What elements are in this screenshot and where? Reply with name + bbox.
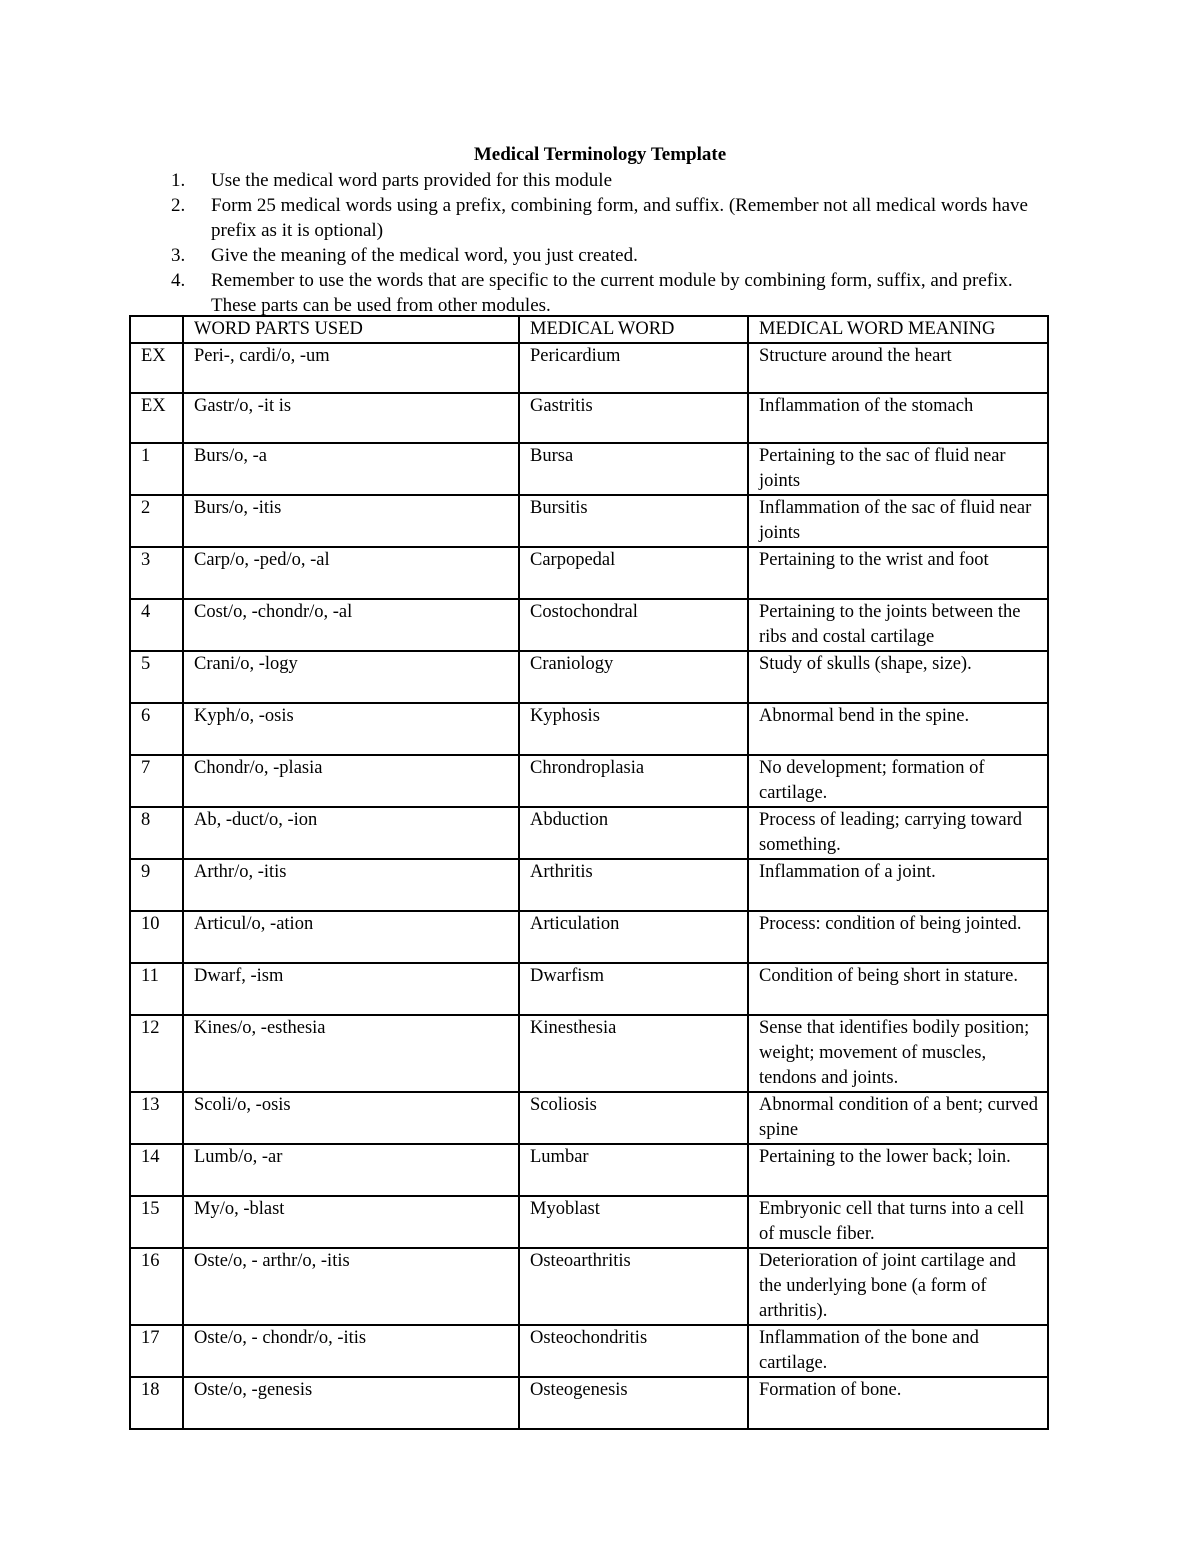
row-index-cell: 13 <box>130 1092 183 1144</box>
table-row <box>130 1325 1048 1377</box>
row-index-cell: 14 <box>130 1144 183 1196</box>
table-row <box>130 1015 1048 1092</box>
row-index-cell: 9 <box>130 859 183 911</box>
medical-word-cell: Kyphosis <box>519 703 748 755</box>
meaning-cell: Sense that identifies bodily position; weight; movement of muscles, tendons and joints. <box>748 1015 1048 1092</box>
meaning-cell: Pertaining to the lower back; loin. <box>748 1144 1048 1196</box>
table-row <box>130 495 1048 547</box>
instruction-text: Form 25 medical words using a prefix, combining form, and suffix. (Remember not all medical words have prefix as it is optional) <box>211 195 1028 241</box>
instruction-text: Use the medical word parts provided for this module <box>211 170 613 191</box>
meaning-cell: Structure around the heart <box>748 343 1048 393</box>
table-header-row <box>130 316 1048 343</box>
medical-word-cell: Pericardium <box>519 343 748 393</box>
word-parts-cell: Scoli/o, -osis <box>183 1092 519 1144</box>
word-parts-cell: Gastr/o, -it is <box>183 393 519 443</box>
header-cell-index <box>130 316 183 343</box>
medical-word-cell: Kinesthesia <box>519 1015 748 1092</box>
medical-word-cell: Articulation <box>519 911 748 963</box>
word-parts-cell: Chondr/o, -plasia <box>183 755 519 807</box>
row-index-cell: 18 <box>130 1377 183 1429</box>
header-cell-meaning: MEDICAL WORD MEANING <box>748 316 1048 343</box>
row-index-cell: 17 <box>130 1325 183 1377</box>
medical-word-cell: Carpopedal <box>519 547 748 599</box>
medical-word-cell: Osteoarthritis <box>519 1248 748 1325</box>
word-parts-cell: Ab, -duct/o, -ion <box>183 807 519 859</box>
word-parts-cell: My/o, -blast <box>183 1196 519 1248</box>
meaning-cell: Process: condition of being jointed. <box>748 911 1048 963</box>
word-parts-cell: Crani/o, -logy <box>183 651 519 703</box>
meaning-cell: Abnormal condition of a bent; curved spine <box>748 1092 1048 1144</box>
medical-word-cell: Scoliosis <box>519 1092 748 1144</box>
meaning-cell: No development; formation of cartilage. <box>748 755 1048 807</box>
table-row <box>130 599 1048 651</box>
word-parts-cell: Arthr/o, -itis <box>183 859 519 911</box>
medical-word-cell: Osteochondritis <box>519 1325 748 1377</box>
table-row <box>130 1092 1048 1144</box>
meaning-cell: Inflammation of the bone and cartilage. <box>748 1325 1048 1377</box>
medical-word-cell: Abduction <box>519 807 748 859</box>
meaning-cell: Condition of being short in stature. <box>748 963 1048 1015</box>
meaning-cell: Pertaining to the sac of fluid near joints <box>748 443 1048 495</box>
table-row <box>130 755 1048 807</box>
word-parts-cell: Kyph/o, -osis <box>183 703 519 755</box>
medical-word-cell: Lumbar <box>519 1144 748 1196</box>
terminology-table <box>129 315 1049 1430</box>
medical-word-cell: Craniology <box>519 651 748 703</box>
row-index-cell: EX <box>130 343 183 393</box>
instruction-number: 2. <box>171 195 186 216</box>
instruction-item <box>171 168 1051 193</box>
word-parts-cell: Cost/o, -chondr/o, -al <box>183 599 519 651</box>
row-index-cell: 12 <box>130 1015 183 1092</box>
word-parts-cell: Dwarf, -ism <box>183 963 519 1015</box>
meaning-cell: Inflammation of the sac of fluid near joints <box>748 495 1048 547</box>
table-row <box>130 911 1048 963</box>
instruction-text: Remember to use the words that are specific to the current module by combining form, suffix, and prefix. These parts can be used from other modules. <box>211 270 1013 316</box>
table-row <box>130 1144 1048 1196</box>
instruction-item <box>171 243 1051 268</box>
medical-word-cell: Dwarfism <box>519 963 748 1015</box>
row-index-cell: 2 <box>130 495 183 547</box>
row-index-cell: 10 <box>130 911 183 963</box>
medical-word-cell: Bursa <box>519 443 748 495</box>
meaning-cell: Deterioration of joint cartilage and the underlying bone (a form of arthritis). <box>748 1248 1048 1325</box>
medical-word-cell: Bursitis <box>519 495 748 547</box>
header-cell-medical-word: MEDICAL WORD <box>519 316 748 343</box>
instruction-number: 1. <box>171 170 186 191</box>
header-cell-word-parts: WORD PARTS USED <box>183 316 519 343</box>
table-row <box>130 547 1048 599</box>
row-index-cell: EX <box>130 393 183 443</box>
row-index-cell: 1 <box>130 443 183 495</box>
table-row <box>130 963 1048 1015</box>
row-index-cell: 15 <box>130 1196 183 1248</box>
meaning-cell: Pertaining to the joints between the ribs and costal cartilage <box>748 599 1048 651</box>
word-parts-cell: Peri-, cardi/o, -um <box>183 343 519 393</box>
medical-word-cell: Myoblast <box>519 1196 748 1248</box>
word-parts-cell: Lumb/o, -ar <box>183 1144 519 1196</box>
medical-word-cell: Gastritis <box>519 393 748 443</box>
instruction-item <box>171 193 1051 243</box>
medical-word-cell: Costochondral <box>519 599 748 651</box>
meaning-cell: Study of skulls (shape, size). <box>748 651 1048 703</box>
table-row <box>130 1248 1048 1325</box>
meaning-cell: Embryonic cell that turns into a cell of muscle fiber. <box>748 1196 1048 1248</box>
instruction-list <box>171 168 1051 318</box>
table-row <box>130 651 1048 703</box>
meaning-cell: Inflammation of a joint. <box>748 859 1048 911</box>
table-row <box>130 807 1048 859</box>
medical-word-cell: Osteogenesis <box>519 1377 748 1429</box>
table-row <box>130 1196 1048 1248</box>
instruction-number: 3. <box>171 245 186 266</box>
instruction-item <box>171 268 1051 318</box>
medical-word-cell: Chrondroplasia <box>519 755 748 807</box>
word-parts-cell: Kines/o, -esthesia <box>183 1015 519 1092</box>
row-index-cell: 8 <box>130 807 183 859</box>
row-index-cell: 11 <box>130 963 183 1015</box>
table-row <box>130 859 1048 911</box>
row-index-cell: 6 <box>130 703 183 755</box>
word-parts-cell: Burs/o, -itis <box>183 495 519 547</box>
meaning-cell: Pertaining to the wrist and foot <box>748 547 1048 599</box>
medical-word-cell: Arthritis <box>519 859 748 911</box>
row-index-cell: 16 <box>130 1248 183 1325</box>
row-index-cell: 3 <box>130 547 183 599</box>
table-row <box>130 393 1048 443</box>
row-index-cell: 7 <box>130 755 183 807</box>
table-row <box>130 1377 1048 1429</box>
word-parts-cell: Burs/o, -a <box>183 443 519 495</box>
word-parts-cell: Carp/o, -ped/o, -al <box>183 547 519 599</box>
row-index-cell: 4 <box>130 599 183 651</box>
meaning-cell: Process of leading; carrying toward something. <box>748 807 1048 859</box>
meaning-cell: Inflammation of the stomach <box>748 393 1048 443</box>
word-parts-cell: Oste/o, -genesis <box>183 1377 519 1429</box>
meaning-cell: Formation of bone. <box>748 1377 1048 1429</box>
page-title: Medical Terminology Template <box>473 144 727 165</box>
table-row <box>130 343 1048 393</box>
table-row <box>130 703 1048 755</box>
table-row <box>130 443 1048 495</box>
word-parts-cell: Oste/o, - arthr/o, -itis <box>183 1248 519 1325</box>
row-index-cell: 5 <box>130 651 183 703</box>
meaning-cell: Abnormal bend in the spine. <box>748 703 1048 755</box>
word-parts-cell: Articul/o, -ation <box>183 911 519 963</box>
word-parts-cell: Oste/o, - chondr/o, -itis <box>183 1325 519 1377</box>
instruction-number: 4. <box>171 270 186 291</box>
instruction-text: Give the meaning of the medical word, you just created. <box>211 245 638 266</box>
